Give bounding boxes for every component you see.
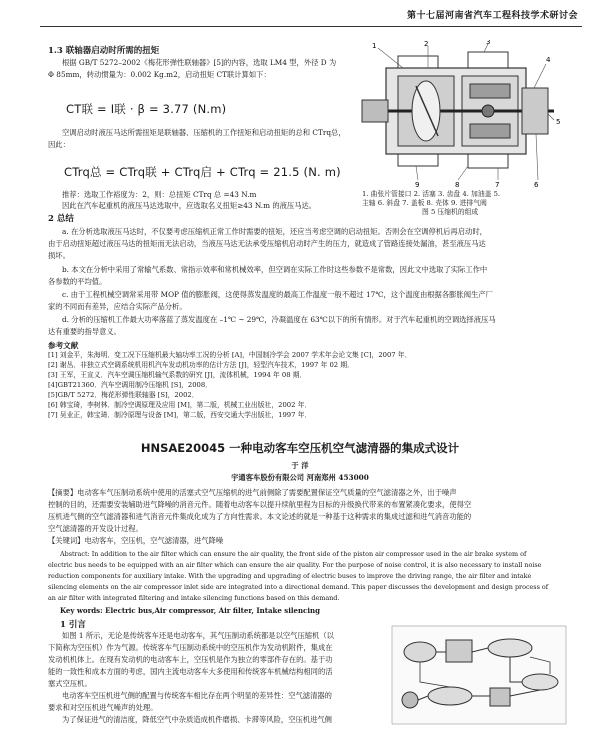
compressor-drawing (358, 40, 563, 188)
reference-item: [4]GBT21360．汽车空调用制冷压缩机 [S]，2008． (48, 381, 212, 389)
section-1-3-para-line: 因此在汽车起重机的液压马达选取中，应选取名义扭矩≥43 N.m 的液压马达。 (62, 201, 317, 210)
figure-number-label: 2 (424, 40, 429, 48)
references-heading: 参考文献 (48, 341, 79, 350)
summary-line: d. 分析的压缩机工作最大功率落蓝了蒸发温度在 –1℃ ~ 29℃，冷凝温度在 63℃以下的所有情形。对于汽车起重机的空调选择液压马 (62, 315, 496, 324)
section-1-3-para-line: 空调启动时液压马达所需扭矩是联轴器、压缩机的工作扭矩和启动扭矩的总和 CTrq总， (62, 128, 346, 137)
article-affiliation: 宇通客车股份有限公司 河南郑州 453000 (231, 473, 369, 482)
summary-line: c. 由于工程机械空调常采用带 MOP 值的膨胀阀，这使得蒸发温度的最高工作温度一般不超过 17℃，这个温度由根据各膨胀阀生产厂 (62, 290, 493, 299)
intro-line: 为了保证进气的清洁度，降低空气中杂质造成机件磨损、卡滞等风险，空压机进气侧 (62, 715, 332, 724)
abstract-cn-line: 控制的目的，还需要安装辅助进气降噪的消音元件。随着电动客车以提升续航里程为目标的升级换代带来的布置紧凑化要求，使得空 (48, 500, 472, 509)
abstract-en-line: silencing elements on the air compressor inlet side are integrated into a directional demand. This paper discusses the development and design process of (48, 583, 549, 591)
abstract-en-line: an air filter with integrated filtering and intake silencing functions based on this demand. (48, 594, 340, 602)
abstract-en-line: electric bus needs to be equipped with an air filter which can ensure the air quality. For the purpose of noise control, it is also necessary to install noise (48, 561, 542, 569)
running-header: 第十七届河南省汽车工程科技学术研讨会 (406, 11, 578, 21)
reference-item: [3] 王军，王宣义．汽车空调压缩机输气系数的研究 [J]，流体机械，1994 年 08 期． (48, 371, 307, 379)
summary-heading: 2 总结 (48, 214, 74, 224)
equation-coupling-torque: CT联 = I联 · β = 3.77 (N.m) (66, 102, 227, 116)
summary-line: 损坏。 (48, 251, 70, 260)
article-author: 于 洋 (291, 461, 309, 470)
intro-line: 电动客车空压机进气侧的配置与传统客车相比存在两个明显的差异性：空气滤清器的 (62, 691, 332, 700)
abstract-en-line: Abstract: In addition to the air filter which can ensure the air quality, the front side of the piston air compressor used in the air brake system of (60, 550, 527, 558)
reference-item: [7] 吴业正，韩宝琦．制冷原理与设备 [M]，第二版，西安交通大学出版社，1997 年． (48, 411, 312, 419)
figure-number-label: 7 (495, 181, 500, 188)
abstract-cn-line: 压机进气侧的空气滤清器和进气消音元件集成化成为了方向性需求。本文论述的就是一种基于这种需求的集成过滤和进气消音功能的 (48, 512, 472, 521)
figure-number-label: 3 (486, 40, 491, 46)
intro-line: 如图 1 所示，无论是传统客车还是电动客车，其气压制动系统都是以空气压缩机（以 (62, 631, 334, 640)
intro-line: 发动机机体上。在现有发动机的电动客车上，空压机是作为独立的零部件存在的。基于功 (48, 655, 333, 664)
summary-line: a. 在分析选取液压马达时，不仅要考虑压缩机正常工作时需要的扭矩，还应当考虑空调的启动扭矩。否则会在空调停机后再启动时， (62, 227, 487, 236)
brake-system-drawing (390, 622, 568, 726)
intro-line: 塞式空压机。 (48, 679, 92, 688)
summary-line: 达有重要的指导意义。 (48, 327, 121, 336)
figure-number-label: 9 (415, 181, 420, 188)
keywords-en: Key words: Electric bus,Air compressor, Air filter, Intake silencing (60, 606, 320, 615)
intro-line: 要求和对空压机进气噪声的处理。 (48, 703, 158, 712)
reference-item: [1] 刘金平，朱海明．变工况下压缩机最大轴功率工况的分析 [A]，中国制冷学会 2007 学术年会论文集 [C]，2007 年． (48, 351, 412, 359)
summary-line: 由于启动扭矩超过液压马达的扭矩而无法启动，当液压马达无法承受压缩机启动时产生的压力，就造成了管路连接处漏油，甚至液压马达 (48, 239, 486, 248)
abstract-cn-line: 空气滤清器的开发设计过程。 (48, 524, 143, 533)
figure-legend-line: 1. 曲张片管接口 2. 活塞 3. 齿盘 4. 加油盖 5. (362, 190, 501, 198)
figure-number-label: 8 (455, 181, 460, 188)
keywords-cn: 【关键词】电动客车，空压机，空气滤清器，进气降噪 (48, 536, 224, 545)
section-1-3-para-line: 因此： (48, 140, 70, 149)
figure-number-label: 1 (372, 42, 377, 50)
summary-line: 家的不同而有差异，应结合实际产品分析。 (48, 302, 187, 311)
figure-number-label: 5 (556, 118, 561, 126)
intro-line: 能的一致性和成本方面的考虑，国内主流电动客车大多使用和传统客车机械结构相同的活 (48, 667, 333, 676)
reference-item: [6] 韩宝琦，李树林．制冷空调原理及应用 [M]，第二版，机械工业出版社，2002 年． (48, 401, 312, 409)
section-1-3-para-line: Φ 85mm，转动惯量为：0.002 Kg.m2，启动扭矩 CT联计算如下： (48, 70, 271, 79)
compressor-figure (358, 40, 563, 188)
header-rule (40, 26, 582, 27)
section-1-3-para-line: 根据 GB/T 5272–2002《梅花形弹性联轴器》[5]的内容，选取 LM4 型，外径 D 为 (62, 58, 337, 67)
abstract-en-line: reduction components for auxiliary intake. With the upgrading and upgrading of electric buses to improve the driving range, the air filter and intake (48, 572, 532, 580)
section-1-3-heading: 1.3 联轴器启动时所需的扭矩 (48, 46, 160, 56)
equation-total-torque: CTrq总 = CTrq联 + CTrq启 + CTrq = 21.5 (N. m) (64, 165, 341, 179)
figure-caption: 图 5 压缩机的组成 (422, 208, 479, 216)
figure-legend-line: 主轴 6. 斜盘 7. 盖板 8. 壳体 9. 进排气阀 (362, 199, 487, 207)
figure-number-label: 4 (546, 56, 551, 64)
abstract-cn-line: 【摘要】电动客车气压制动系统中使用的活塞式空气压缩机的进气前侧除了需要配置保证空气质量的空气滤清器之外，出于噪声 (48, 488, 457, 497)
brake-system-figure (390, 622, 568, 726)
article-title: HNSAE20045 一种电动客车空压机空气滤清器的集成式设计 (140, 441, 460, 455)
reference-item: [5]GB/T 5272．梅花形弹性联轴器 [S]，2002． (48, 391, 199, 399)
intro-line: 下简称为空压机）作为气源。传统客车气压制动系统中的空压机作为发动机附件，集成在 (48, 643, 333, 652)
summary-line: b. 本文在分析中采用了常输气系数、常指示效率和常机械效率，但空调在实际工作时这些参数不是常数，因此文中选取了实际工作中 (62, 265, 488, 274)
intro-heading: 1 引言 (60, 620, 86, 630)
reference-item: [2] 谢丛．非独立式空调系统机用机汽车发动机功率的估计方法 [J]，轻型汽车技术，1997 年 02 期． (48, 361, 354, 369)
figure-number-label: 6 (534, 181, 539, 188)
section-1-3-para-line: 推荐：选取工作裕度为：2，则：总扭矩 CTrq 总 =43 N.m (62, 190, 257, 199)
summary-line: 各参数的平均值。 (48, 277, 107, 286)
